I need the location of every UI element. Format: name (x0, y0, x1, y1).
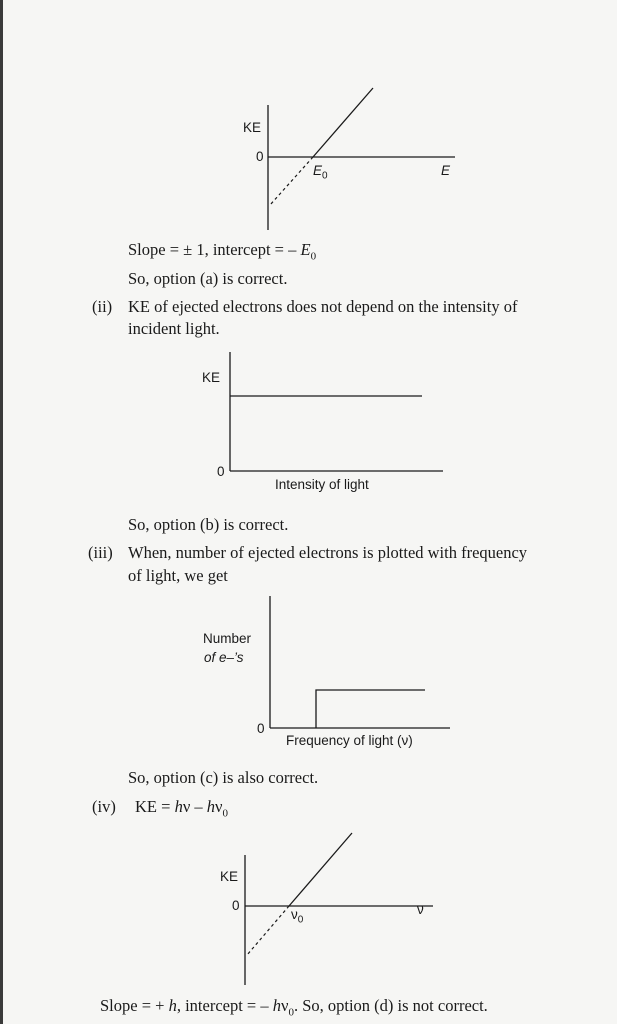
item-iii-number: (iii) (88, 543, 113, 562)
item-iii-line1: When, number of ejected electrons is plotted with frequency (128, 543, 528, 562)
graph4-threshold-mark: $\nu_0$ (291, 907, 304, 926)
footer-conclusion: Slope = + h, intercept = – $h\nu_0$. So, option (d) is not correct. (100, 996, 488, 1019)
graph1-y-label: KE (243, 120, 262, 135)
slope-intercept-line: Slope = ± 1, intercept = – $E_0$ (128, 240, 317, 263)
option-a-correct: So, option (a) is correct. (128, 269, 288, 288)
graph3-y-label-2: of e–’s (204, 650, 244, 665)
graph2-y-label: KE (202, 370, 221, 385)
item-ii-line1: KE of ejected electrons does not depend on the intensity of (128, 297, 518, 316)
graph1-origin: 0 (256, 149, 264, 164)
graph1-threshold-mark: $E_0$ (313, 163, 328, 182)
item-ii-line2: incident light. (128, 319, 220, 338)
option-c-correct: So, option (c) is also correct. (128, 768, 319, 787)
item-iv-equation: KE = hν – $h\nu_0$ (135, 797, 228, 820)
graph4-extrapolation (247, 906, 289, 955)
graph4-x-label: ν (417, 902, 424, 917)
graph4-origin: 0 (232, 898, 240, 913)
graph3-x-label: Frequency of light (ν) (286, 733, 413, 748)
item-iv-number: (iv) (92, 797, 116, 816)
graph3-y-label-1: Number (203, 631, 252, 646)
graph3-origin: 0 (257, 721, 265, 736)
graph2-origin: 0 (217, 464, 225, 479)
option-b-correct: So, option (b) is correct. (128, 515, 289, 534)
graph4-y-label: KE (220, 869, 239, 884)
graph1-x-label: E (441, 163, 451, 178)
item-ii-number: (ii) (92, 297, 113, 316)
graph2-x-label: Intensity of light (275, 477, 369, 492)
graph4-line (289, 833, 352, 906)
item-iii-line2: of light, we get (128, 566, 228, 585)
